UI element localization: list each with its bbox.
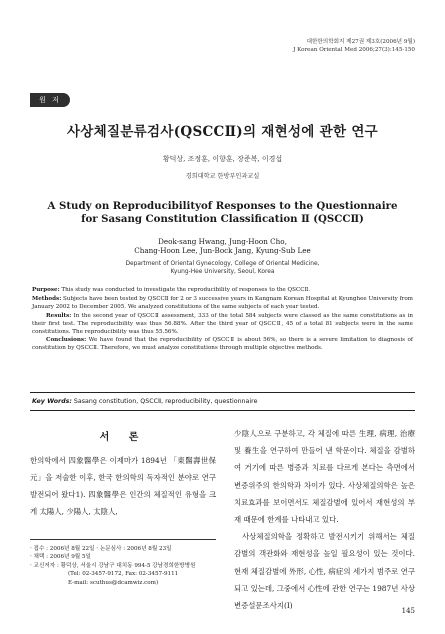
footnotes bbox=[30, 545, 216, 587]
purpose-text: This study was conducted to investigate the reproducibility of responses to the QSCCⅡ. bbox=[59, 287, 311, 293]
purpose-label: Purpose: bbox=[32, 287, 60, 293]
english-affiliation bbox=[0, 260, 445, 276]
english-authors-line1: Deok-sang Hwang, Jung-Hoon Cho, bbox=[158, 237, 287, 246]
keywords-text: Sasang constitution, QSCCⅡ, reproducibility, questionnaire bbox=[71, 398, 258, 405]
footnote-corresponding: · 교신저자 : 황덕상, 서울시 강남구 대치동 994-5 강남경희한방병원 bbox=[30, 562, 196, 569]
methods-text: Subjects have been tested by QSCCⅡ for 2 or 3 successive years in Kangnam Korean Hospital at Kyunghee University from January 2002 to December 2005. We analyzed constitutions of the same subjects of each year tested. bbox=[32, 295, 413, 310]
journal-line-english: J Korean Oriental Med 2006;27(3):145-150 bbox=[293, 47, 415, 53]
english-authors-line2: Chang-Hoon Lee, Jun-Bock Jang, Kyung-Sub Lee bbox=[134, 246, 311, 255]
english-affiliation-line1: Department of Oriental Gynecology, College of Oriental Medicine, bbox=[125, 261, 320, 267]
english-title-line2: for Sasang Constitution Classification Ⅱ (QSCCⅡ) bbox=[81, 213, 364, 225]
keywords-bottom-rule bbox=[30, 410, 415, 411]
korean-title: 사상체질분류검사(QSCCⅡ)의 재현성에 관한 연구 bbox=[66, 124, 379, 140]
english-authors bbox=[0, 237, 445, 255]
intro-right-column bbox=[234, 425, 415, 614]
footnote-rule bbox=[30, 539, 216, 540]
intro-right-paragraph-2: 사상체질의학을 정확하고 발전시키기 위해서는 체질감별의 객관화와 재현성을 높일 필요성이 있는 것이다. 현재 체질감별에 外形, 心性, 病症의 세가지 범주로 연구되고 있는데, 그중에서 心性에 관한 연구는 1987년 사상변증설문조사지(Ⅰ) bbox=[234, 532, 415, 611]
page-number: 145 bbox=[401, 607, 415, 615]
english-affiliation-line2: Kyung-Hee University, Seoul, Korea bbox=[170, 269, 275, 275]
footnote-accepted: · 채택 : 2006년 9월 5일 bbox=[30, 554, 91, 561]
journal-header bbox=[293, 38, 415, 54]
section-heading-introduction: 서 론 bbox=[99, 432, 147, 443]
abstract-results bbox=[32, 313, 413, 337]
abstract bbox=[32, 287, 413, 354]
results-text: In the second year of QSCCⅡ assessment, 333 of the total 584 subjects were classed as the same constitutions as in their first test. The reproducibility was thus 56.88%. After the third year of QSCCⅡ, 45 of a total 81 subjects were in the same constitutions. The reproducibility was thus 55.56%. bbox=[32, 312, 413, 335]
abstract-conclusions bbox=[32, 337, 413, 353]
english-title bbox=[40, 200, 405, 226]
intro-left-column: 한의학에서 四象醫學은 이제마가 1894년 「東醫壽世保元」을 저술한 이후, 한국 한의학의 독자적인 분야로 연구 발전되어 왔다1). 四象醫學은 인간의 체질적인 유형을 크게 太陽人, 少陽人, 太陰人, bbox=[30, 456, 216, 516]
section-tag: 원 저 bbox=[30, 93, 70, 107]
keywords bbox=[32, 398, 257, 405]
conclusions-text: We have found that the reproducibility of QSCCⅡ is about 56%, so there is a severe limitation to diagnosis of constitution by QSCCⅡ. Therefore, we must analyze constitutions through multiple objective methods. bbox=[32, 337, 413, 352]
footnote-email: E-mail: scuthus@dcamwiz.com) bbox=[68, 579, 159, 586]
english-title-line1: A Study on Reproducibilityof Responses to the Questionnaire bbox=[47, 200, 398, 212]
abstract-methods bbox=[32, 296, 413, 312]
abstract-purpose bbox=[32, 287, 413, 295]
korean-authors: 황덕상, 조정훈, 이향훈, 장준복, 이경섭 bbox=[162, 155, 283, 163]
korean-affiliation: 경희대학교 한방부인과교실 bbox=[185, 173, 260, 180]
keywords-top-rule bbox=[30, 392, 415, 393]
journal-line-korean: 대한한의학회지 제27권 제3호(2006년 9월) bbox=[306, 39, 415, 45]
conclusions-label: Conclusions: bbox=[46, 337, 87, 344]
results-label: Results: bbox=[46, 312, 72, 319]
footnote-received: · 접수 : 2006년 8월 22일 · 논문심사 : 2006년 8월 23일 bbox=[30, 546, 172, 552]
intro-right-paragraph-1: 少陰人으로 구분하고, 각 체질에 따른 生理, 病理, 治療 및 養生을 연구하여 만들어 낸 학문이다. 체질을 감별하여 거기에 따른 병증과 치료를 다르게 본다는 측면에서 변증위주의 한의학과 차이가 있다. 사상체질의학은 높은 치료효과를 보이면서도 체질감별에 있어서 재현성의 부재 때문에 한계를 나타내고 있다. bbox=[234, 429, 415, 525]
methods-label: Methods: bbox=[32, 295, 62, 302]
footnote-tel: (Tel: 02-3457-9172, Fax: 02-3457-9111 bbox=[68, 571, 179, 578]
keywords-label: Key Words: bbox=[32, 398, 72, 405]
